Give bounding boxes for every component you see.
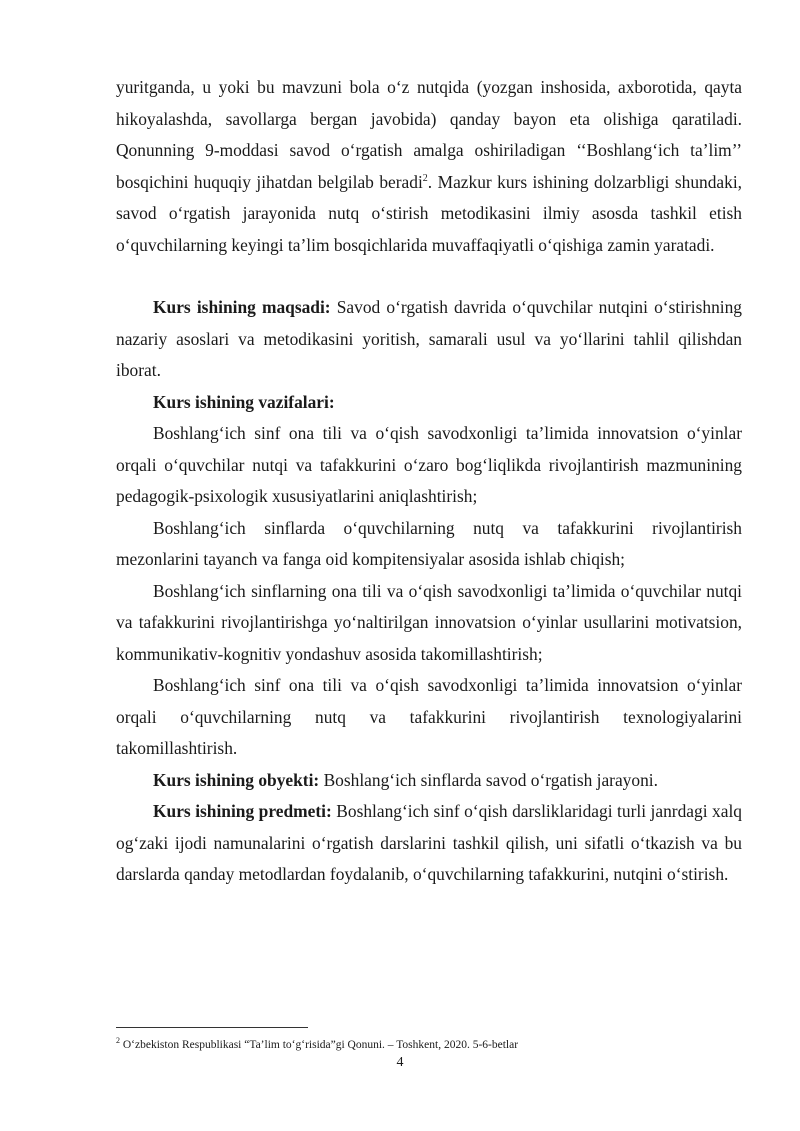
goal-text: Savod o‘rgatish davrida o‘quvchilar nutqini o‘stirishning nazariy asoslari va metodikasini yoritish, samarali usul va yo‘llarini tahlil qilishdan iborat. — [116, 297, 743, 380]
subject-text: Boshlang‘ich sinf o‘qish darsliklaridagi turli janrdagi xalq og‘zaki ijodi namunalarini o‘rgatish darslarini tashkil qilish, uni sifatli o‘tkazish va bu darslarda qanday metodlardan foydalanib, o‘quvchilarning tafakkurini, nutqini o‘stirish. — [116, 801, 742, 884]
tasks-heading-paragraph — [116, 387, 742, 419]
task-item: Boshlang‘ich sinf ona tili va o‘qish savodxonligi ta’limida innovatsion o‘yinlar orqali o‘quvchilarning nutq va tafakkurini rivojlantirish texnologiyalarini takomillashtirish. — [116, 675, 742, 758]
page-number: 4 — [396, 1055, 404, 1070]
task-item: Boshlang‘ich sinf ona tili va o‘qish savodxonligi ta’limida innovatsion o‘yinlar orqali o‘quvchilar nutqi va tafakkurini o‘zaro bog‘liqlikda rivojlantirish mazmunining pedagogik-psixologik xususiyatlarini aniqlashtirish; — [116, 423, 742, 506]
footnote-separator — [116, 1027, 308, 1028]
paragraph-spacer — [116, 261, 742, 292]
goal-heading: Kurs ishining maqsadi: — [153, 297, 331, 317]
intro-paragraph: yuritganda, u yoki bu mavzuni bola o‘z nutqida (yozgan inshosida, axborotida, qayta hikoyalashda, savollarga bergan javobida) qanday bayon eta olishiga qaratiladi. Qonunning 9-moddasi savod o‘rgatish amalga oshiriladigan ‘‘Boshlang‘ich ta’lim’’ bosqichini huquqiy jihatdan belgilab beradi$^2$. Mazkur kurs ishining dolzarbligi shundaki, savod o‘rgatish jarayonida nutq o‘stirish metodikasini ilmiy asosda tashkil etish o‘quvchilarning keyingi ta’lim bosqichlarida muvaffaqiyatli o‘qishiga zamin yaratadi. — [116, 77, 742, 255]
subject-heading: Kurs ishining predmeti: — [153, 801, 332, 821]
task-item: Boshlang‘ich sinflarda o‘quvchilarning nutq va tafakkurini rivojlantirish mezonlarini tayanch va fanga oid kompitensiyalar asosida ishlab chiqish; — [116, 517, 742, 569]
footnote-reference[interactable]: 2 — [422, 172, 428, 184]
footnote — [116, 1038, 756, 1052]
footnote-text: O‘zbekiston Respublikasi “Ta’lim to‘g‘risida”gi Qonuni. – Toshkent, 2020. 5-6-betlar — [120, 1039, 519, 1051]
body-text — [116, 72, 742, 891]
goal-paragraph — [116, 292, 742, 387]
footnote-marker: 2 — [116, 1036, 120, 1046]
subject-paragraph — [116, 796, 742, 891]
tasks-heading: Kurs ishining vazifalari: — [153, 391, 335, 412]
task-item: Boshlang‘ich sinflarning ona tili va o‘qish savodxonligi ta’limida o‘quvchilar nutqi va tafakkurini rivojlantirishga yo‘naltirilgan innovatsion o‘yinlar usullarini motivatsion, kommunikativ-kognitiv yondashuv asosida takomillashtirish; — [116, 580, 742, 664]
object-text: Boshlang‘ich sinflarda savod o‘rgatish jarayoni. — [319, 769, 658, 790]
object-paragraph — [116, 765, 742, 797]
object-heading: Kurs ishining obyekti: — [153, 769, 320, 790]
